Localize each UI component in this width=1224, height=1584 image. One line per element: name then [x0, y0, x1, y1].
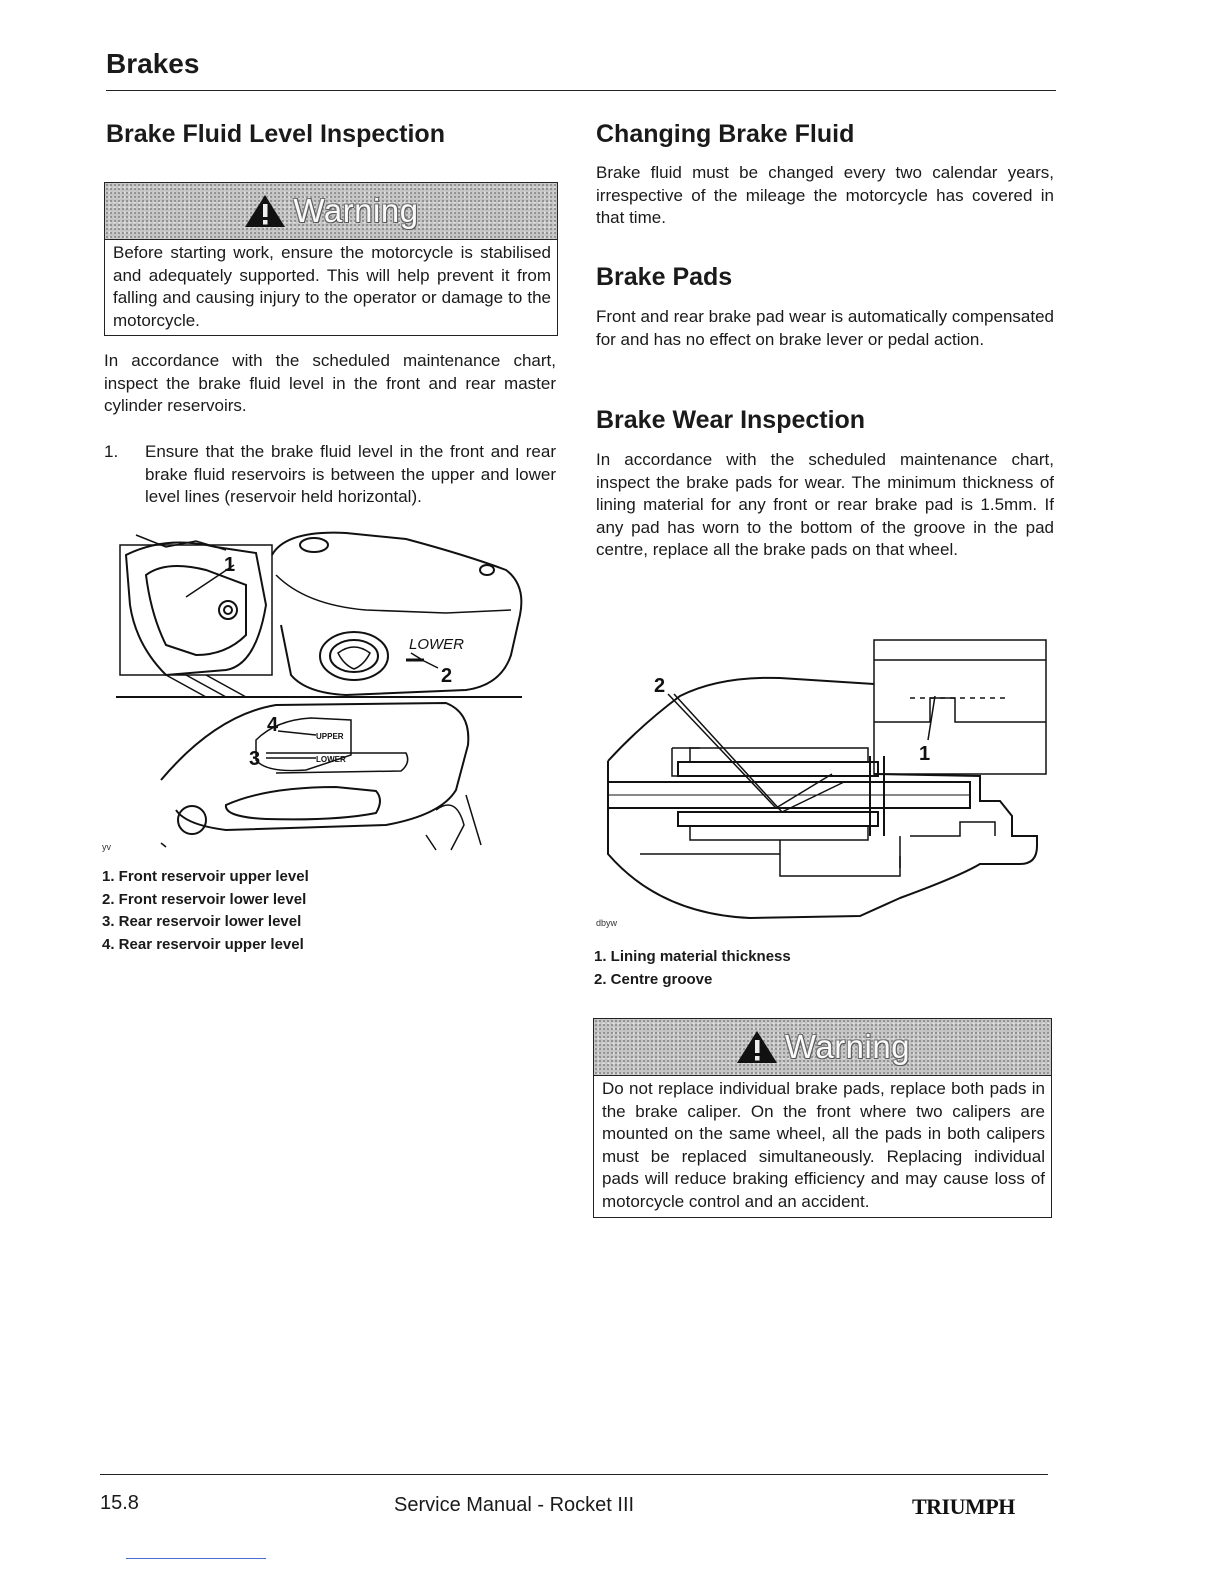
triumph-logo: TRIUMPH — [912, 1494, 1015, 1519]
brake-pads-body: Front and rear brake pad wear is automatically compensated for and has no effect on brake lever or pedal action. — [596, 307, 1054, 349]
label-lower: LOWER — [409, 636, 465, 653]
caption-item: 2. Centre groove — [594, 970, 713, 988]
header-rule — [106, 90, 1056, 91]
callout-2: 2 — [654, 675, 666, 697]
callout-2: 2 — [441, 665, 453, 687]
callout-3: 3 — [249, 748, 261, 770]
callout-1: 1 — [224, 554, 236, 576]
label-upper-small: UPPER — [316, 732, 344, 741]
footer-rule — [100, 1474, 1048, 1475]
intro-paragraph: In accordance with the scheduled maintenance chart, inspect the brake fluid level in the front and rear master cylinder reservoirs. — [104, 351, 556, 416]
caption-item: 2. Front reservoir lower level — [102, 890, 307, 908]
section-title: Brakes — [106, 48, 200, 79]
step-text: Ensure that the brake fluid level in the front and rear brake fluid reservoirs is between the upper and lower level lines (reservoir held horizontal). — [145, 442, 556, 507]
warning-title: Warning — [293, 192, 419, 229]
caption-item: 3. Rear reservoir lower level — [102, 913, 302, 930]
page-number: 15.8 — [100, 1492, 139, 1514]
figure-2-captions — [594, 946, 791, 991]
changing-brake-fluid-body: Brake fluid must be changed every two calendar years, irrespective of the mileage the motorcycle has covered in that time. — [596, 163, 1054, 228]
warning-body: Before starting work, ensure the motorcycle is stabilised and adequately supported. This will help prevent it from falling and causing injury to the operator or damage to the motorcycle. — [113, 243, 551, 330]
figure-2-code: dbyw — [596, 918, 618, 928]
warning-header — [594, 1019, 1051, 1076]
warning-box-brake-pads — [593, 1018, 1052, 1218]
heading-changing-brake-fluid: Changing Brake Fluid — [596, 120, 855, 148]
brake-wear-body: In accordance with the scheduled maintenance chart, inspect the brake pads for wear. The minimum thickness of lining material for any front or rear brake pad is 1.5mm. If any pad has worn to the bottom of the groove in the pad centre, replace all the brake pads on that wheel. — [596, 450, 1054, 560]
heading-brake-fluid-level: Brake Fluid Level Inspection — [106, 120, 445, 148]
label-lower-small: LOWER — [316, 755, 346, 764]
callout-1: 1 — [919, 743, 931, 765]
warning-triangle-icon — [243, 193, 287, 229]
warning-title: Warning — [784, 1028, 911, 1065]
warning-triangle-icon — [735, 1029, 779, 1065]
bottom-link-line — [126, 1558, 266, 1559]
step-1 — [104, 441, 556, 511]
warning-header — [105, 183, 557, 240]
heading-brake-pads: Brake Pads — [596, 263, 733, 291]
warning-body: Do not replace individual brake pads, replace both pads in the brake caliper. On the front where two calipers are mounted on the same wheel, all the pads in both calipers must be replaced simultaneously. Replacing individual pads will reduce braking efficiency and may cause loss of motorcycle control and an accident. — [602, 1079, 1045, 1211]
callout-4: 4 — [267, 714, 279, 736]
warning-box-stabilise — [104, 182, 558, 336]
caption-item: 4. Rear reservoir upper level — [102, 935, 304, 953]
caption-item: 1. Lining material thickness — [594, 948, 791, 965]
heading-brake-wear-inspection: Brake Wear Inspection — [596, 406, 866, 434]
figure-brake-pads — [600, 636, 1052, 926]
caption-item: 1. Front reservoir upper level — [102, 868, 309, 885]
manual-title: Service Manual - Rocket III — [394, 1494, 635, 1516]
figure-1-code: yv — [102, 842, 111, 852]
figure-reservoirs — [106, 525, 526, 860]
figure-1-captions — [102, 866, 309, 956]
step-number: 1. — [104, 442, 119, 461]
